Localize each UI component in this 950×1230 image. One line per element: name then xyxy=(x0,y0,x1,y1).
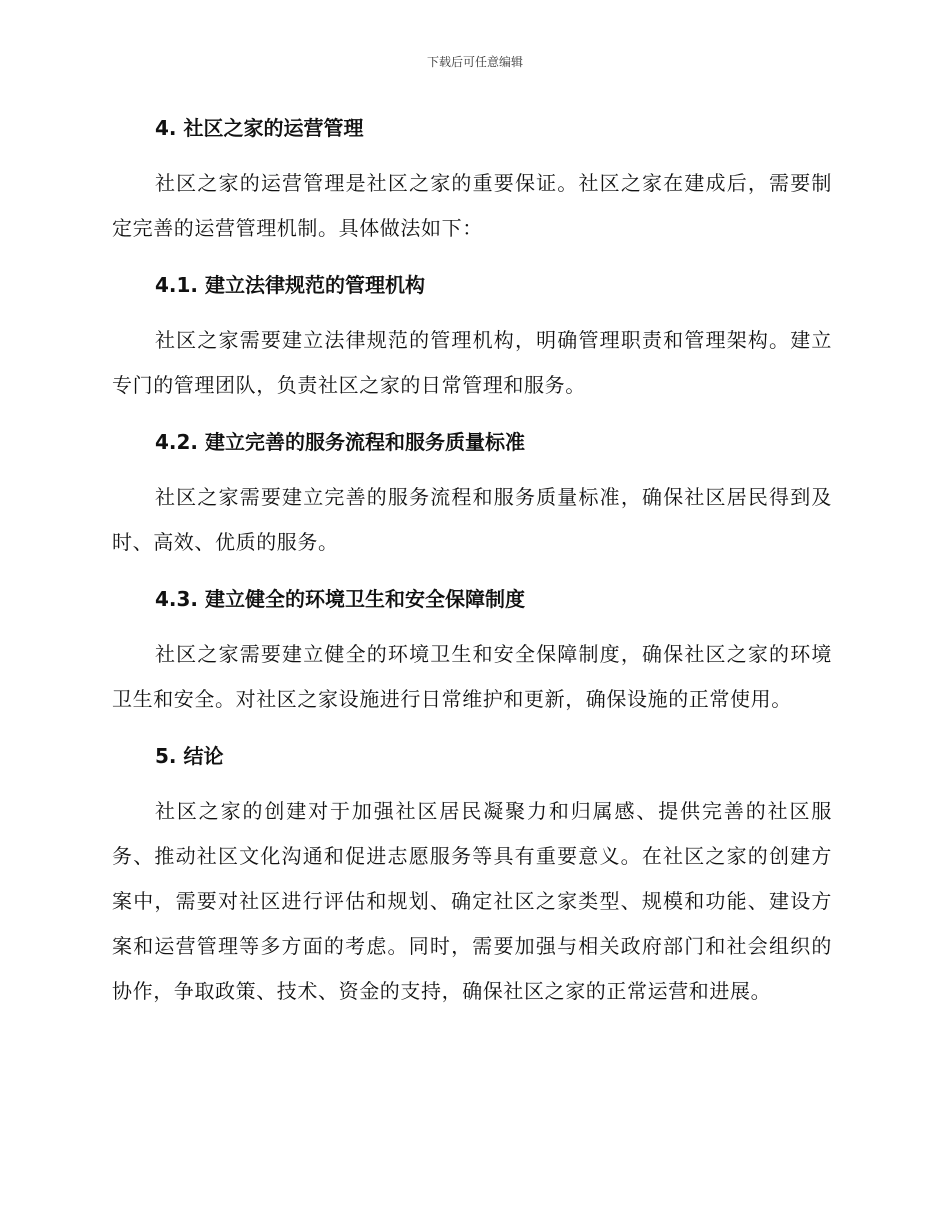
paragraph-operations-intro: 社区之家的运营管理是社区之家的重要保证。社区之家在建成后，需要制定完善的运营管理机制。具体做法如下： xyxy=(112,171,832,240)
section-heading-service-process: 4.2. 建立完善的服务流程和服务质量标准 xyxy=(155,430,525,454)
section-heading-operations: 4. 社区之家的运营管理 xyxy=(155,116,364,140)
section-heading-management-body: 4.1. 建立法律规范的管理机构 xyxy=(155,273,425,297)
paragraph-conclusion: 社区之家的创建对于加强社区居民凝聚力和归属感、提供完善的社区服务、推动社区文化沟通和促进志愿服务等具有重要意义。在社区之家的创建方案中，需要对社区进行评估和规划、确定社区之家类型、规模和功能、建设方案和运营管理等多方面的考虑。同时，需要加强与相关政府部门和社会组织的协作，争取政策、技术、资金的支持，确保社区之家的正常运营和进展。 xyxy=(112,799,832,1003)
paragraph-management-body: 社区之家需要建立法律规范的管理机构，明确管理职责和管理架构。建立专门的管理团队，负责社区之家的日常管理和服务。 xyxy=(112,328,832,397)
paragraph-hygiene-safety: 社区之家需要建立健全的环境卫生和安全保障制度，确保社区之家的环境卫生和安全。对社区之家设施进行日常维护和更新，确保设施的正常使用。 xyxy=(112,642,832,711)
header-note: 下载后可任意编辑 xyxy=(426,55,523,69)
section-heading-conclusion: 5. 结论 xyxy=(155,744,224,768)
paragraph-service-process: 社区之家需要建立完善的服务流程和服务质量标准，确保社区居民得到及时、高效、优质的服务。 xyxy=(112,485,832,554)
document-body xyxy=(112,110,832,1014)
section-heading-hygiene-safety: 4.3. 建立健全的环境卫生和安全保障制度 xyxy=(155,587,525,611)
